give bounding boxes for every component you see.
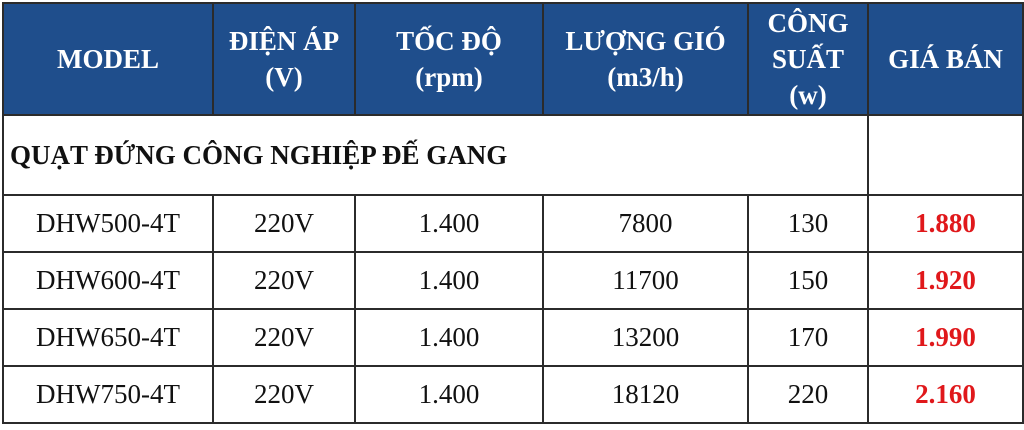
- cell-speed: 1.400: [355, 366, 543, 423]
- table-row: [3, 252, 1023, 309]
- cell-price: 2.160: [868, 366, 1023, 423]
- cell-airflow: 18120: [543, 366, 748, 423]
- column-header-airflow: [543, 3, 748, 115]
- column-header-speed: [355, 3, 543, 115]
- cell-power: 130: [748, 195, 868, 252]
- cell-speed: 1.400: [355, 252, 543, 309]
- cell-voltage: 220V: [213, 252, 355, 309]
- header-power-line-1: CÔNG: [767, 8, 849, 38]
- header-row: [3, 3, 1023, 115]
- cell-voltage: 220V: [213, 309, 355, 366]
- cell-power: 170: [748, 309, 868, 366]
- cell-voltage: 220V: [213, 195, 355, 252]
- column-header-model: [3, 3, 213, 115]
- header-power-line-2: SUẤT: [771, 44, 845, 74]
- cell-airflow: 11700: [543, 252, 748, 309]
- cell-voltage: 220V: [213, 366, 355, 423]
- header-voltage-line-2: (V): [265, 62, 303, 92]
- column-header-power: [748, 3, 868, 115]
- table-row: [3, 366, 1023, 423]
- cell-speed: 1.400: [355, 309, 543, 366]
- header-power-line-3: (w): [789, 80, 827, 110]
- cell-model: DHW750-4T: [3, 366, 213, 423]
- cell-power: 150: [748, 252, 868, 309]
- cell-price: 1.880: [868, 195, 1023, 252]
- cell-airflow: 13200: [543, 309, 748, 366]
- column-header-voltage: [213, 3, 355, 115]
- header-airflow-line-1: LƯỢNG GIÓ: [565, 26, 726, 56]
- cell-speed: 1.400: [355, 195, 543, 252]
- header-voltage-line-1: ĐIỆN ÁP: [228, 26, 340, 56]
- header-price-label: GIÁ BÁN: [888, 44, 1003, 74]
- cell-model: DHW600-4T: [3, 252, 213, 309]
- table-row: [3, 309, 1023, 366]
- header-airflow-line-2: (m3/h): [607, 62, 684, 92]
- cell-power: 220: [748, 366, 868, 423]
- section-title: QUẠT ĐỨNG CÔNG NGHIỆP ĐẾ GANG: [3, 115, 868, 195]
- header-model-label: MODEL: [56, 44, 159, 74]
- table-body: [3, 115, 1023, 423]
- cell-price: 1.990: [868, 309, 1023, 366]
- header-speed-line-2: (rpm): [415, 62, 483, 92]
- cell-model: DHW650-4T: [3, 309, 213, 366]
- section-empty-cell: [868, 115, 1023, 195]
- cell-price: 1.920: [868, 252, 1023, 309]
- column-header-price: [868, 3, 1023, 115]
- section-row: [3, 115, 1023, 195]
- price-table: [2, 2, 1024, 424]
- cell-airflow: 7800: [543, 195, 748, 252]
- header-speed-line-1: TỐC ĐỘ: [396, 26, 502, 56]
- cell-model: DHW500-4T: [3, 195, 213, 252]
- table-row: [3, 195, 1023, 252]
- table-header: [3, 3, 1023, 115]
